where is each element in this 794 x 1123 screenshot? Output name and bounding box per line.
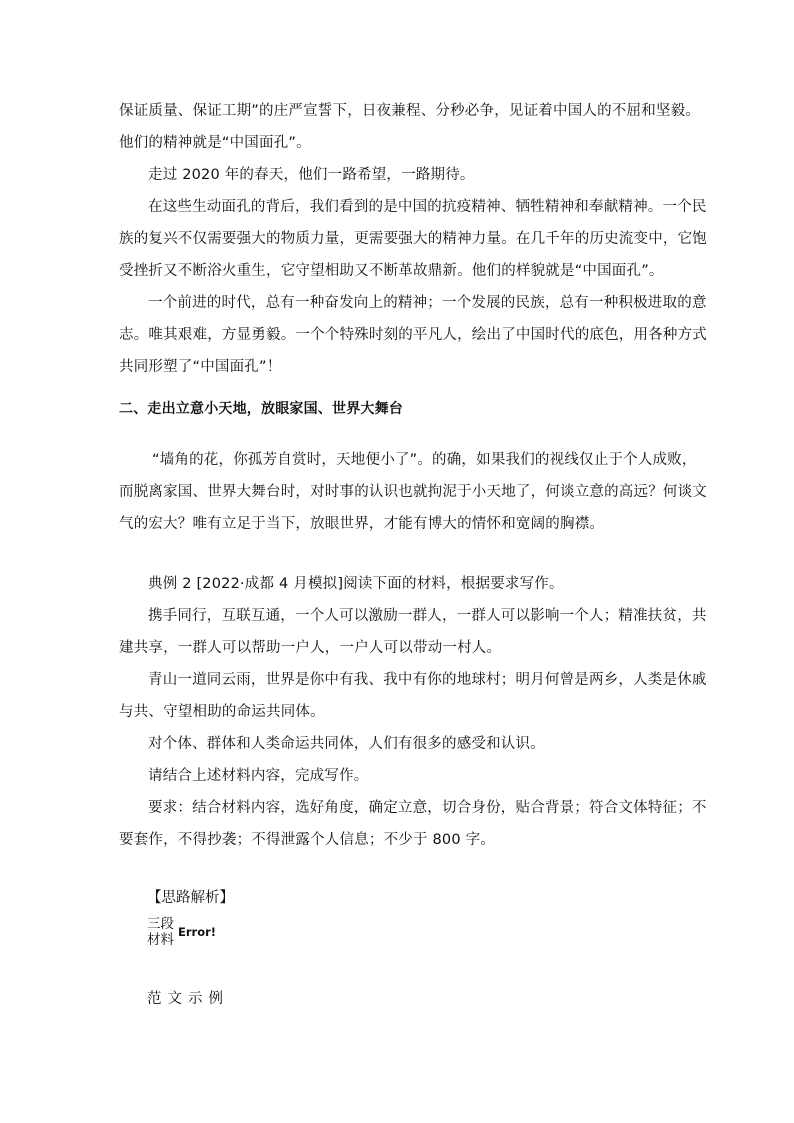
paragraph-line: 共同形塑了“中国面孔”！ xyxy=(119,359,282,375)
example-line: 携手同行，互联互通，一个人可以激励一群人，一群人可以影响一个人；精准扶贫，共 xyxy=(148,608,707,624)
section-paragraph-line: 气的宏大？唯有立足于当下，放眼世界，才能有博大的情怀和宽阔的胸襟。 xyxy=(119,516,605,532)
paragraph-line: 受挫折又不断浴火重生，它守望相助又不断革故鼎新。他们的样貌就是“中国面孔”。 xyxy=(119,263,664,279)
section-paragraph-line: 而脱离家国、世界大舞台时，对时事的认识也就拘泥于小天地了，何谈立意的高远？何谈文 xyxy=(119,484,707,500)
example-line: 建共享，一群人可以帮助一户人，一户人可以带动一村人。 xyxy=(119,640,502,656)
error-text: Error! xyxy=(178,925,217,939)
paragraph-line: 一个前进的时代，总有一种奋发向上的精神；一个发展的民族，总有一种积极进取的意 xyxy=(148,295,707,311)
example-line: 与共、守望相助的命运共同体。 xyxy=(119,704,325,720)
section-paragraph-line: “墙角的花，你孤芳自赏时，天地便小了”。的确，如果我们的视线仅止于个人成败， xyxy=(152,452,697,468)
sample-title: 范文示例 xyxy=(147,991,229,1007)
example-line: 青山一道同云雨，世界是你中有我、我中有你的地球村；明月何曾是两乡，人类是休戚 xyxy=(148,672,707,688)
example-line: 要求：结合材料内容，选好角度，确定立意，切合身份，贴合背景；符合文体特征；不 xyxy=(148,800,707,816)
paragraph-line: 保证质量、保证工期”的庄严宣誓下，日夜兼程、分秒必争，见证着中国人的不屈和坚毅。 xyxy=(119,103,701,119)
example-title: 典例 2 [2022·成都 4 月模拟]阅读下面的材料，根据要求写作。 xyxy=(148,576,564,592)
section-heading: 二、走出立意小天地，放眼家国、世界大舞台 xyxy=(119,401,403,417)
paragraph-line: 在这些生动面孔的背后，我们看到的是中国的抗疫精神、牺牲精神和奉献精神。一个民 xyxy=(148,199,707,215)
analysis-label-top: 三段 xyxy=(147,916,174,932)
analysis-title: 【思路解析】 xyxy=(147,890,234,906)
example-line: 要套作，不得抄袭；不得泄露个人信息；不少于 800 字。 xyxy=(119,832,495,848)
paragraph-line: 志。唯其艰难，方显勇毅。一个个特殊时刻的平凡人，绘出了中国时代的底色，用各种方式 xyxy=(119,327,707,343)
paragraph-line: 走过 2020 年的春天，他们一路希望，一路期待。 xyxy=(148,167,475,183)
paragraph-line: 族的复兴不仅需要强大的物质力量，更需要强大的精神力量。在几千年的历史流变中，它饱 xyxy=(119,231,707,247)
example-line: 对个体、群体和人类命运共同体，人们有很多的感受和认识。 xyxy=(148,736,545,752)
analysis-label-bottom: 材料 xyxy=(147,932,174,948)
example-line: 请结合上述材料内容，完成写作。 xyxy=(148,768,369,784)
paragraph-line: 他们的精神就是“中国面孔”。 xyxy=(119,135,311,151)
